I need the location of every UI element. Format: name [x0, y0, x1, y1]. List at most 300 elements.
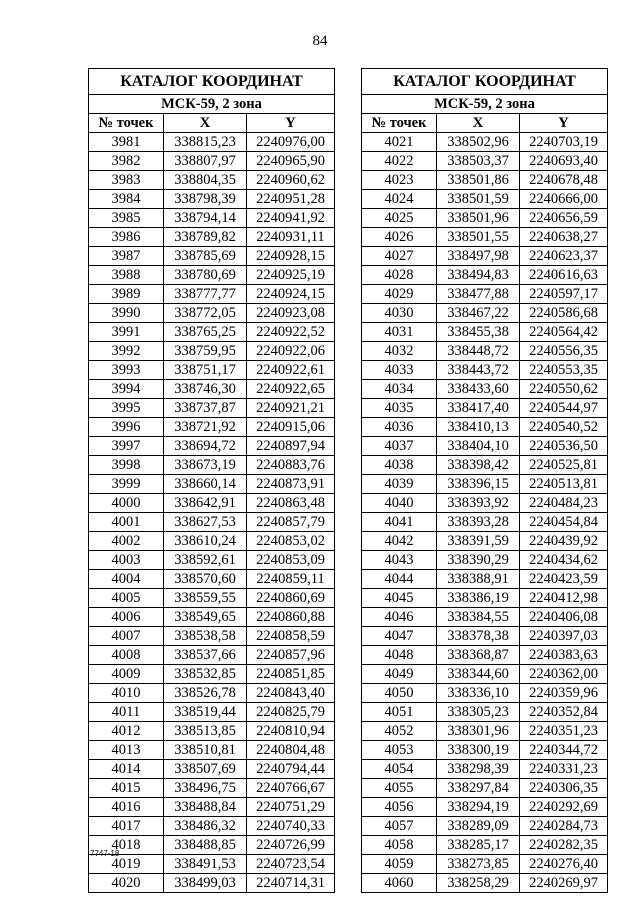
table-subtitle: МСК-59, 2 зона [362, 95, 608, 114]
table-row [89, 779, 335, 798]
y-coordinate-cell: 2240714,31 [247, 874, 335, 893]
table-row [362, 836, 608, 855]
x-coordinate-cell: 338410,13 [437, 418, 520, 437]
table-row [89, 513, 335, 532]
table-row [89, 342, 335, 361]
y-coordinate-cell: 2240616,63 [520, 266, 608, 285]
y-coordinate-cell: 2240726,99 [247, 836, 335, 855]
point-number-cell: 4039 [362, 475, 437, 494]
x-coordinate-cell: 338477,88 [437, 285, 520, 304]
point-number-cell: 4004 [89, 570, 164, 589]
table-row [89, 399, 335, 418]
x-coordinate-cell: 338294,19 [437, 798, 520, 817]
y-coordinate-cell: 2240851,85 [247, 665, 335, 684]
table-row [362, 437, 608, 456]
point-number-cell: 4018 [89, 836, 164, 855]
point-number-cell: 4003 [89, 551, 164, 570]
y-coordinate-cell: 2240703,19 [520, 133, 608, 152]
x-coordinate-cell: 338496,75 [164, 779, 247, 798]
y-coordinate-cell: 2240352,84 [520, 703, 608, 722]
point-number-cell: 4040 [362, 494, 437, 513]
table-row [89, 665, 335, 684]
x-coordinate-cell: 338344,60 [437, 665, 520, 684]
column-header-x: X [164, 114, 247, 133]
y-coordinate-cell: 2240513,81 [520, 475, 608, 494]
point-number-cell: 4047 [362, 627, 437, 646]
coordinate-catalog-right [361, 68, 608, 893]
point-number-cell: 4022 [362, 152, 437, 171]
x-coordinate-cell: 338804,35 [164, 171, 247, 190]
column-header-point-number: № точек [362, 114, 437, 133]
x-coordinate-cell: 338694,72 [164, 437, 247, 456]
table-row [362, 304, 608, 323]
x-coordinate-cell: 338737,87 [164, 399, 247, 418]
y-coordinate-cell: 2240383,63 [520, 646, 608, 665]
x-coordinate-cell: 338433,60 [437, 380, 520, 399]
point-number-cell: 3982 [89, 152, 164, 171]
table-row [362, 228, 608, 247]
y-coordinate-cell: 2240740,33 [247, 817, 335, 836]
point-number-cell: 4019 [89, 855, 164, 874]
x-coordinate-cell: 338417,40 [437, 399, 520, 418]
table-row [362, 703, 608, 722]
point-number-cell: 4035 [362, 399, 437, 418]
y-coordinate-cell: 2240656,59 [520, 209, 608, 228]
table-row [89, 494, 335, 513]
table-row [362, 532, 608, 551]
point-number-cell: 3985 [89, 209, 164, 228]
x-coordinate-cell: 338386,19 [437, 589, 520, 608]
table-row [89, 741, 335, 760]
table-row [362, 494, 608, 513]
table-row [89, 817, 335, 836]
point-number-cell: 4025 [362, 209, 437, 228]
x-coordinate-cell: 338393,92 [437, 494, 520, 513]
x-coordinate-cell: 338390,29 [437, 551, 520, 570]
y-coordinate-cell: 2240976,00 [247, 133, 335, 152]
y-coordinate-cell: 2240723,54 [247, 855, 335, 874]
x-coordinate-cell: 338298,39 [437, 760, 520, 779]
x-coordinate-cell: 338570,60 [164, 570, 247, 589]
point-number-cell: 4028 [362, 266, 437, 285]
y-coordinate-cell: 2240951,28 [247, 190, 335, 209]
y-coordinate-cell: 2240857,96 [247, 646, 335, 665]
x-coordinate-cell: 338798,39 [164, 190, 247, 209]
column-header-point-number: № точек [89, 114, 164, 133]
x-coordinate-cell: 338448,72 [437, 342, 520, 361]
x-coordinate-cell: 338507,69 [164, 760, 247, 779]
x-coordinate-cell: 338537,66 [164, 646, 247, 665]
point-number-cell: 4053 [362, 741, 437, 760]
point-number-cell: 3990 [89, 304, 164, 323]
y-coordinate-cell: 2240923,08 [247, 304, 335, 323]
table-row [362, 779, 608, 798]
table-row [89, 475, 335, 494]
y-coordinate-cell: 2240825,79 [247, 703, 335, 722]
x-coordinate-cell: 338765,25 [164, 323, 247, 342]
point-number-cell: 4058 [362, 836, 437, 855]
point-number-cell: 4050 [362, 684, 437, 703]
x-coordinate-cell: 338789,82 [164, 228, 247, 247]
table-row [89, 437, 335, 456]
y-coordinate-cell: 2240928,15 [247, 247, 335, 266]
y-coordinate-cell: 2240794,44 [247, 760, 335, 779]
x-coordinate-cell: 338660,14 [164, 475, 247, 494]
point-number-cell: 3992 [89, 342, 164, 361]
table-row [362, 646, 608, 665]
y-coordinate-cell: 2240960,62 [247, 171, 335, 190]
y-coordinate-cell: 2240284,73 [520, 817, 608, 836]
x-coordinate-cell: 338494,83 [437, 266, 520, 285]
table-row [362, 855, 608, 874]
point-number-cell: 3996 [89, 418, 164, 437]
table-subtitle: МСК-59, 2 зона [89, 95, 335, 114]
x-coordinate-cell: 338807,97 [164, 152, 247, 171]
point-number-cell: 4051 [362, 703, 437, 722]
table-row [362, 247, 608, 266]
x-coordinate-cell: 338785,69 [164, 247, 247, 266]
table-row [89, 380, 335, 399]
point-number-cell: 4043 [362, 551, 437, 570]
table-row [362, 209, 608, 228]
x-coordinate-cell: 338780,69 [164, 266, 247, 285]
table-row [362, 551, 608, 570]
y-coordinate-cell: 2240292,69 [520, 798, 608, 817]
point-number-cell: 4045 [362, 589, 437, 608]
table-row [89, 551, 335, 570]
column-header-y: Y [247, 114, 335, 133]
x-coordinate-cell: 338398,42 [437, 456, 520, 475]
y-coordinate-cell: 2240925,19 [247, 266, 335, 285]
y-coordinate-cell: 2240550,62 [520, 380, 608, 399]
table-row [89, 836, 335, 855]
x-coordinate-cell: 338751,17 [164, 361, 247, 380]
table-row [89, 589, 335, 608]
point-number-cell: 4014 [89, 760, 164, 779]
table-row [362, 171, 608, 190]
table-row [362, 399, 608, 418]
x-coordinate-cell: 338501,86 [437, 171, 520, 190]
table-row [362, 760, 608, 779]
point-number-cell: 3999 [89, 475, 164, 494]
table-row [362, 266, 608, 285]
table-row [89, 418, 335, 437]
table-row [362, 570, 608, 589]
x-coordinate-cell: 338388,91 [437, 570, 520, 589]
x-coordinate-cell: 338502,96 [437, 133, 520, 152]
point-number-cell: 4007 [89, 627, 164, 646]
point-number-cell: 3986 [89, 228, 164, 247]
point-number-cell: 4059 [362, 855, 437, 874]
y-coordinate-cell: 2240397,03 [520, 627, 608, 646]
table-row [89, 855, 335, 874]
coordinate-catalog-left [88, 68, 335, 893]
point-number-cell: 4038 [362, 456, 437, 475]
table-title: КАТАЛОГ КООРДИНАТ [362, 69, 608, 95]
y-coordinate-cell: 2240921,21 [247, 399, 335, 418]
x-coordinate-cell: 338532,85 [164, 665, 247, 684]
y-coordinate-cell: 2240525,81 [520, 456, 608, 475]
y-coordinate-cell: 2240544,97 [520, 399, 608, 418]
y-coordinate-cell: 2240540,52 [520, 418, 608, 437]
x-coordinate-cell: 338721,92 [164, 418, 247, 437]
y-coordinate-cell: 2240454,84 [520, 513, 608, 532]
x-coordinate-cell: 338519,44 [164, 703, 247, 722]
table-row [89, 323, 335, 342]
column-header-y: Y [520, 114, 608, 133]
point-number-cell: 4006 [89, 608, 164, 627]
x-coordinate-cell: 338501,59 [437, 190, 520, 209]
y-coordinate-cell: 2240412,98 [520, 589, 608, 608]
point-number-cell: 4023 [362, 171, 437, 190]
document-code: 7747-18 [90, 849, 120, 858]
y-coordinate-cell: 2240564,42 [520, 323, 608, 342]
y-coordinate-cell: 2240439,92 [520, 532, 608, 551]
y-coordinate-cell: 2240860,69 [247, 589, 335, 608]
y-coordinate-cell: 2240853,02 [247, 532, 335, 551]
table-row [89, 798, 335, 817]
y-coordinate-cell: 2240751,29 [247, 798, 335, 817]
table-row [89, 532, 335, 551]
table-row [89, 646, 335, 665]
table-row [362, 456, 608, 475]
x-coordinate-cell: 338501,96 [437, 209, 520, 228]
table-row [89, 228, 335, 247]
x-coordinate-cell: 338772,05 [164, 304, 247, 323]
table-row [362, 722, 608, 741]
table-row [89, 190, 335, 209]
y-coordinate-cell: 2240586,68 [520, 304, 608, 323]
table-row [362, 190, 608, 209]
page-number: 84 [312, 33, 328, 49]
table-row [362, 684, 608, 703]
x-coordinate-cell: 338491,53 [164, 855, 247, 874]
point-number-cell: 4010 [89, 684, 164, 703]
point-number-cell: 4011 [89, 703, 164, 722]
y-coordinate-cell: 2240434,62 [520, 551, 608, 570]
y-coordinate-cell: 2240406,08 [520, 608, 608, 627]
point-number-cell: 3983 [89, 171, 164, 190]
point-number-cell: 3991 [89, 323, 164, 342]
point-number-cell: 4021 [362, 133, 437, 152]
y-coordinate-cell: 2240556,35 [520, 342, 608, 361]
y-coordinate-cell: 2240423,59 [520, 570, 608, 589]
table-row [362, 380, 608, 399]
point-number-cell: 4042 [362, 532, 437, 551]
point-number-cell: 4013 [89, 741, 164, 760]
y-coordinate-cell: 2240922,65 [247, 380, 335, 399]
point-number-cell: 4052 [362, 722, 437, 741]
x-coordinate-cell: 338549,65 [164, 608, 247, 627]
x-coordinate-cell: 338467,22 [437, 304, 520, 323]
x-coordinate-cell: 338501,55 [437, 228, 520, 247]
table-row [362, 627, 608, 646]
table-row [89, 760, 335, 779]
point-number-cell: 4029 [362, 285, 437, 304]
table-title: КАТАЛОГ КООРДИНАТ [89, 69, 335, 95]
point-number-cell: 4034 [362, 380, 437, 399]
table-row [89, 703, 335, 722]
y-coordinate-cell: 2240276,40 [520, 855, 608, 874]
table-row [89, 171, 335, 190]
point-number-cell: 4049 [362, 665, 437, 684]
point-number-cell: 4055 [362, 779, 437, 798]
table-row [89, 304, 335, 323]
point-number-cell: 4020 [89, 874, 164, 893]
point-number-cell: 3981 [89, 133, 164, 152]
x-coordinate-cell: 338336,10 [437, 684, 520, 703]
x-coordinate-cell: 338673,19 [164, 456, 247, 475]
table-row [89, 722, 335, 741]
point-number-cell: 4054 [362, 760, 437, 779]
point-number-cell: 4009 [89, 665, 164, 684]
table-row [89, 152, 335, 171]
y-coordinate-cell: 2240804,48 [247, 741, 335, 760]
point-number-cell: 3984 [89, 190, 164, 209]
y-coordinate-cell: 2240597,17 [520, 285, 608, 304]
table-row [362, 589, 608, 608]
table-row [89, 133, 335, 152]
x-coordinate-cell: 338538,58 [164, 627, 247, 646]
y-coordinate-cell: 2240623,37 [520, 247, 608, 266]
x-coordinate-cell: 338301,96 [437, 722, 520, 741]
y-coordinate-cell: 2240331,23 [520, 760, 608, 779]
y-coordinate-cell: 2240965,90 [247, 152, 335, 171]
table-row [362, 133, 608, 152]
point-number-cell: 4008 [89, 646, 164, 665]
table-row [89, 608, 335, 627]
x-coordinate-cell: 338794,14 [164, 209, 247, 228]
x-coordinate-cell: 338488,84 [164, 798, 247, 817]
point-number-cell: 4031 [362, 323, 437, 342]
table-row [362, 608, 608, 627]
point-number-cell: 4060 [362, 874, 437, 893]
table-row [362, 418, 608, 437]
y-coordinate-cell: 2240931,11 [247, 228, 335, 247]
y-coordinate-cell: 2240536,50 [520, 437, 608, 456]
table-row [362, 323, 608, 342]
point-number-cell: 4048 [362, 646, 437, 665]
table-row [362, 798, 608, 817]
y-coordinate-cell: 2240678,48 [520, 171, 608, 190]
point-number-cell: 4037 [362, 437, 437, 456]
x-coordinate-cell: 338746,30 [164, 380, 247, 399]
x-coordinate-cell: 338559,55 [164, 589, 247, 608]
y-coordinate-cell: 2240924,15 [247, 285, 335, 304]
table-row [362, 665, 608, 684]
point-number-cell: 3995 [89, 399, 164, 418]
y-coordinate-cell: 2240766,67 [247, 779, 335, 798]
point-number-cell: 4033 [362, 361, 437, 380]
point-number-cell: 4057 [362, 817, 437, 836]
point-number-cell: 3998 [89, 456, 164, 475]
y-coordinate-cell: 2240843,40 [247, 684, 335, 703]
x-coordinate-cell: 338258,29 [437, 874, 520, 893]
y-coordinate-cell: 2240860,88 [247, 608, 335, 627]
y-coordinate-cell: 2240897,94 [247, 437, 335, 456]
point-number-cell: 4046 [362, 608, 437, 627]
x-coordinate-cell: 338396,15 [437, 475, 520, 494]
x-coordinate-cell: 338404,10 [437, 437, 520, 456]
table-row [89, 266, 335, 285]
column-header-x: X [437, 114, 520, 133]
point-number-cell: 3994 [89, 380, 164, 399]
y-coordinate-cell: 2240269,97 [520, 874, 608, 893]
x-coordinate-cell: 338642,91 [164, 494, 247, 513]
x-coordinate-cell: 338368,87 [437, 646, 520, 665]
y-coordinate-cell: 2240941,92 [247, 209, 335, 228]
x-coordinate-cell: 338488,85 [164, 836, 247, 855]
y-coordinate-cell: 2240553,35 [520, 361, 608, 380]
x-coordinate-cell: 338378,38 [437, 627, 520, 646]
point-number-cell: 4026 [362, 228, 437, 247]
x-coordinate-cell: 338297,84 [437, 779, 520, 798]
y-coordinate-cell: 2240351,23 [520, 722, 608, 741]
table-row [89, 209, 335, 228]
point-number-cell: 4030 [362, 304, 437, 323]
point-number-cell: 4027 [362, 247, 437, 266]
table-row [89, 285, 335, 304]
point-number-cell: 4056 [362, 798, 437, 817]
point-number-cell: 4024 [362, 190, 437, 209]
x-coordinate-cell: 338510,81 [164, 741, 247, 760]
x-coordinate-cell: 338497,98 [437, 247, 520, 266]
x-coordinate-cell: 338486,32 [164, 817, 247, 836]
y-coordinate-cell: 2240484,23 [520, 494, 608, 513]
y-coordinate-cell: 2240344,72 [520, 741, 608, 760]
y-coordinate-cell: 2240922,61 [247, 361, 335, 380]
y-coordinate-cell: 2240810,94 [247, 722, 335, 741]
y-coordinate-cell: 2240858,59 [247, 627, 335, 646]
table-row [362, 285, 608, 304]
x-coordinate-cell: 338393,28 [437, 513, 520, 532]
point-number-cell: 4012 [89, 722, 164, 741]
y-coordinate-cell: 2240915,06 [247, 418, 335, 437]
x-coordinate-cell: 338305,23 [437, 703, 520, 722]
x-coordinate-cell: 338384,55 [437, 608, 520, 627]
x-coordinate-cell: 338759,95 [164, 342, 247, 361]
table-row [362, 342, 608, 361]
point-number-cell: 4017 [89, 817, 164, 836]
point-number-cell: 3987 [89, 247, 164, 266]
x-coordinate-cell: 338289,09 [437, 817, 520, 836]
y-coordinate-cell: 2240873,91 [247, 475, 335, 494]
table-row [89, 361, 335, 380]
table-row [362, 152, 608, 171]
table-row [362, 741, 608, 760]
y-coordinate-cell: 2240666,00 [520, 190, 608, 209]
y-coordinate-cell: 2240638,27 [520, 228, 608, 247]
table-row [89, 874, 335, 893]
point-number-cell: 4032 [362, 342, 437, 361]
y-coordinate-cell: 2240883,76 [247, 456, 335, 475]
y-coordinate-cell: 2240922,06 [247, 342, 335, 361]
x-coordinate-cell: 338777,77 [164, 285, 247, 304]
point-number-cell: 3993 [89, 361, 164, 380]
x-coordinate-cell: 338455,38 [437, 323, 520, 342]
point-number-cell: 4002 [89, 532, 164, 551]
point-number-cell: 4044 [362, 570, 437, 589]
x-coordinate-cell: 338499,03 [164, 874, 247, 893]
x-coordinate-cell: 338815,23 [164, 133, 247, 152]
point-number-cell: 4016 [89, 798, 164, 817]
x-coordinate-cell: 338391,59 [437, 532, 520, 551]
x-coordinate-cell: 338300,19 [437, 741, 520, 760]
point-number-cell: 3989 [89, 285, 164, 304]
y-coordinate-cell: 2240859,11 [247, 570, 335, 589]
point-number-cell: 4000 [89, 494, 164, 513]
point-number-cell: 3997 [89, 437, 164, 456]
